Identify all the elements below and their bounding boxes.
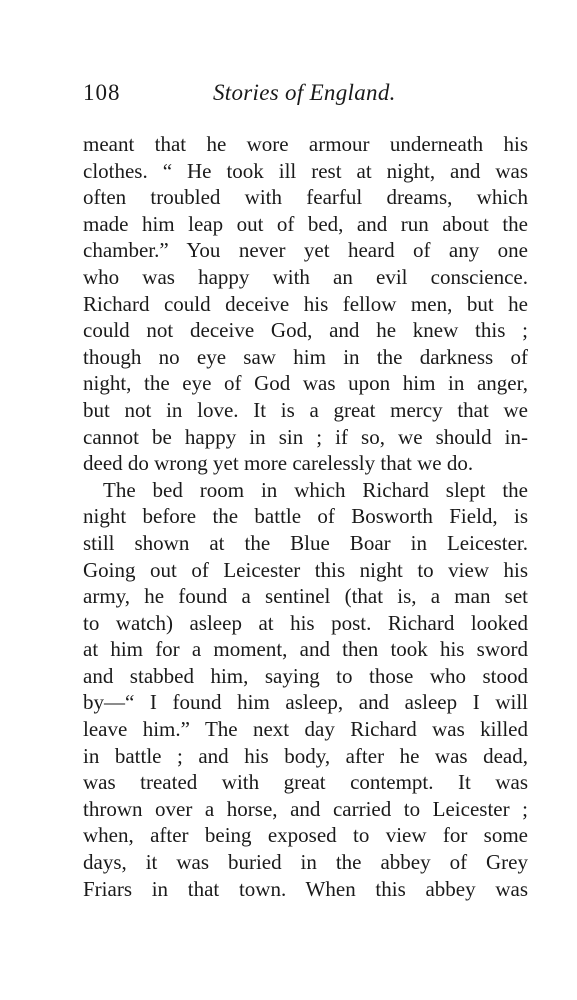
text-line: chamber.” You never yet heard of any one (83, 238, 528, 263)
text-line: deed do wrong yet more carelessly that we do. (83, 451, 474, 476)
text-line: army, he found a sentinel (that is, a man set (83, 584, 528, 609)
page-number: 108 (83, 80, 121, 105)
text-line: night, the eye of God was upon him in anger, (83, 371, 528, 396)
text-line: often troubled with fearful dreams, which (83, 185, 528, 210)
text-line: Going out of Leicester this night to view his (83, 557, 528, 582)
text-line: leave him.” The next day Richard was killed (83, 717, 528, 742)
text-line: Richard could deceive his fellow men, but he (83, 291, 528, 316)
body-text (83, 131, 528, 902)
text-line: still shown at the Blue Boar in Leicester. (83, 530, 528, 555)
text-line: night before the battle of Bosworth Field, is (83, 504, 528, 529)
running-title: Stories of England. (213, 80, 396, 105)
text-line: by—“ I found him asleep, and asleep I will (83, 690, 528, 715)
text-line: Friars in that town. When this abbey was (83, 876, 528, 901)
text-line: The bed room in which Richard slept the (103, 477, 528, 502)
text-line: meant that he wore armour underneath his (83, 132, 528, 156)
text-line: in battle ; and his body, after he was dead, (83, 743, 528, 768)
text-line: but not in love. It is a great mercy that we (83, 397, 528, 422)
text-line: to watch) asleep at his post. Richard looked (83, 610, 528, 635)
text-line: and stabbed him, saying to those who stood (83, 663, 528, 688)
text-line: when, after being exposed to view for some (83, 823, 528, 848)
page-header (83, 80, 528, 114)
text-line: clothes. “ He took ill rest at night, and was (83, 158, 528, 183)
text-line: was treated with great contempt. It was (83, 770, 528, 795)
text-line: thrown over a horse, and carried to Leicester ; (83, 796, 528, 821)
text-line: days, it was buried in the abbey of Grey (83, 850, 528, 875)
text-line: at him for a moment, and then took his sword (83, 637, 528, 662)
text-line: made him leap out of bed, and run about the (83, 211, 528, 236)
text-line: cannot be happy in sin ; if so, we should in- (83, 424, 528, 449)
text-line: could not deceive God, and he knew this ; (83, 318, 528, 343)
text-line: though no eye saw him in the darkness of (83, 344, 528, 369)
text-line: who was happy with an evil conscience. (83, 264, 528, 289)
